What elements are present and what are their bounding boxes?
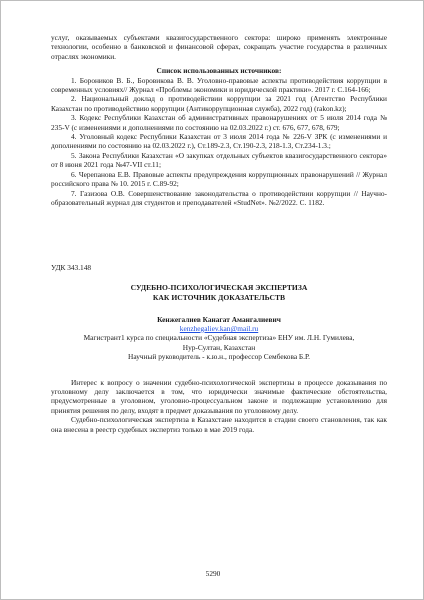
article-title-line: КАК ИСТОЧНИК ДОКАЗАТЕЛЬСТВ — [152, 293, 286, 303]
reference-item: 7. Газизова О.В. Совершенствование законодательства о противодействии коррупции // Научно-образовательный журнал для студентов и преподавателей «StudNet». №2/2022. С. 1182. — [51, 188, 387, 207]
body-paragraph: Судебно-психологическая экспертиза в Казахстане находится в стадии своего становления, так как она внесена в реестр судебных экспертиз только в мае 2019 года. — [51, 415, 387, 434]
author-affiliation: Магистрант1 курса по специальности «Судебная экспертиза» ЕНУ им. Л.Н. Гумилева, — [83, 333, 355, 343]
intro-paragraph: услуг, оказываемых субъектами квазигосударственного сектора: широко применять электронные технологии, особенно в банковской и финансовой сферах, сокращать участие государства в различных отраслях экономики. — [51, 33, 387, 61]
references-title: Список использованных источников: — [156, 66, 282, 76]
reference-item: 2. Национальный доклад о противодействии коррупции за 2021 год (Агентство Республики Казахстан по противодействию коррупции (Антикоррупционная служба), 2022 год) (rakon.kz); — [51, 94, 387, 113]
author-location: Нур-Султан, Казахстан — [182, 342, 256, 352]
article-title — [51, 283, 387, 304]
scientific-supervisor: Научный руководитель - к.ю.н., профессор Сембекова Б.Р. — [128, 352, 310, 362]
reference-item: 1. Бороников В. Б., Боровикова В. В. Уголовно-правовые аспекты противодействия коррупции в современных условиях// Журнал «Проблемы экономики и юридической практики». 2017 г. С.164-166; — [51, 75, 387, 95]
reference-item: 3. Кодекс Республики Казахстан об административных правонарушениях от 5 июля 2014 года № 235-V (с изменениями и дополнениями по состоянию на 02.03.2022 г.) ст. 676, 677, 678, 679; — [51, 113, 387, 132]
author-name: Кенжегалиев Канагат Амангалиевич — [157, 314, 281, 324]
reference-item: 4. Уголовный кодекс Республики Казахстан от 3 июля 2014 года № 226-V ЗРК (с изменениями и дополнениями по состоянию на 02.03.2022 г.), Ст.189-2.3, Ст.190-2.3, 218-1.3, Ст.234-1.3.; — [51, 132, 387, 151]
udk-code: УДК 343.148 — [51, 263, 92, 273]
author-email-link[interactable]: kenzhegaliev.kan@mail.ru — [179, 323, 259, 333]
reference-item: 5. Закона Республики Казахстан «О закупках отдельных субъектов квазигосударственного сектора» от 8 июня 2021 года №47-VII ст.11; — [51, 150, 387, 170]
body-paragraph: Интерес к вопросу о значении судебно-психологической экспертизы в процессе доказывания по уголовному делу заключается в том, что юридически значимые фактические обстоятельства, предусмотренные в уголовном, уголовно-процессуальном законе и подлежащие установлению для принятия решения по делу, входят в предмет доказывания по уголовному делу. — [51, 377, 387, 415]
reference-item: 6. Черепанова Е.В. Правовые аспекты предупреждения коррупционных правонарушений // Журнал российского права № 10. 2015 г. С.89-92; — [51, 169, 387, 189]
page-content — [51, 33, 387, 434]
article-title-line: СУДЕБНО-ПСИХОЛОГИЧЕСКАЯ ЭКСПЕРТИЗА — [130, 282, 308, 292]
page-number: 5290 — [205, 569, 221, 578]
